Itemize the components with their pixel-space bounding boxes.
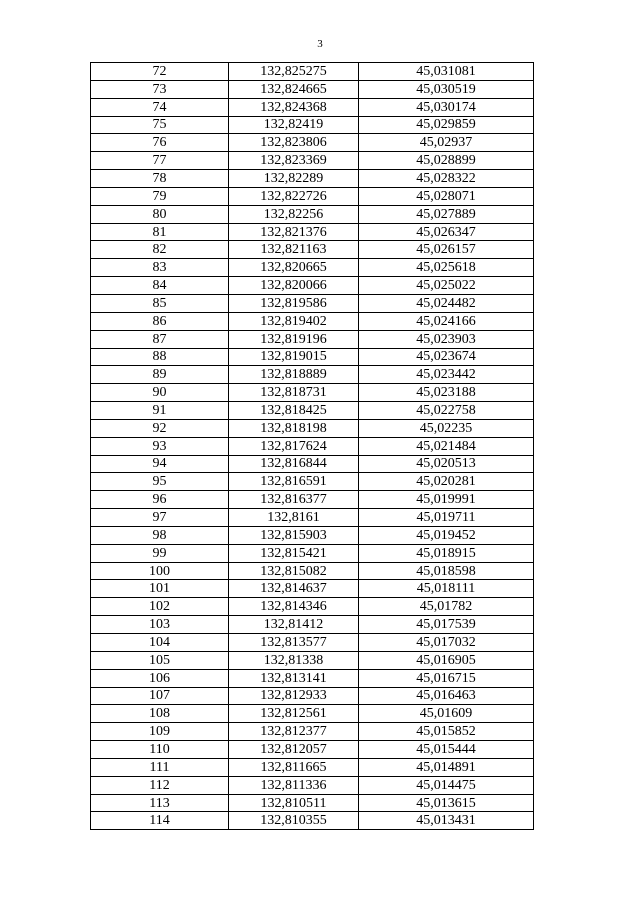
x-coordinate-cell: 132,815903 — [229, 526, 359, 544]
y-coordinate-cell: 45,020281 — [359, 473, 534, 491]
table-row — [91, 170, 534, 188]
y-coordinate-cell: 45,016463 — [359, 687, 534, 705]
point-number-cell: 84 — [91, 277, 229, 295]
point-number-cell: 83 — [91, 259, 229, 277]
table-row — [91, 723, 534, 741]
y-coordinate-cell: 45,028899 — [359, 152, 534, 170]
point-number-cell: 77 — [91, 152, 229, 170]
x-coordinate-cell: 132,811336 — [229, 776, 359, 794]
x-coordinate-cell: 132,82419 — [229, 116, 359, 134]
table-row — [91, 794, 534, 812]
y-coordinate-cell: 45,017539 — [359, 616, 534, 634]
y-coordinate-cell: 45,022758 — [359, 402, 534, 420]
table-row — [91, 598, 534, 616]
y-coordinate-cell: 45,021484 — [359, 437, 534, 455]
y-coordinate-cell: 45,02235 — [359, 419, 534, 437]
point-number-cell: 97 — [91, 509, 229, 527]
y-coordinate-cell: 45,027889 — [359, 205, 534, 223]
table-row — [91, 348, 534, 366]
point-number-cell: 96 — [91, 491, 229, 509]
y-coordinate-cell: 45,025618 — [359, 259, 534, 277]
table-row — [91, 98, 534, 116]
y-coordinate-cell: 45,019991 — [359, 491, 534, 509]
y-coordinate-cell: 45,028071 — [359, 187, 534, 205]
x-coordinate-cell: 132,818425 — [229, 402, 359, 420]
y-coordinate-cell: 45,017032 — [359, 634, 534, 652]
table-row — [91, 116, 534, 134]
point-number-cell: 108 — [91, 705, 229, 723]
x-coordinate-cell: 132,824368 — [229, 98, 359, 116]
point-number-cell: 76 — [91, 134, 229, 152]
point-number-cell: 102 — [91, 598, 229, 616]
x-coordinate-cell: 132,814637 — [229, 580, 359, 598]
point-number-cell: 80 — [91, 205, 229, 223]
point-number-cell: 103 — [91, 616, 229, 634]
y-coordinate-cell: 45,019711 — [359, 509, 534, 527]
point-number-cell: 85 — [91, 294, 229, 312]
table-row — [91, 491, 534, 509]
y-coordinate-cell: 45,01609 — [359, 705, 534, 723]
x-coordinate-cell: 132,812561 — [229, 705, 359, 723]
x-coordinate-cell: 132,819015 — [229, 348, 359, 366]
x-coordinate-cell: 132,818889 — [229, 366, 359, 384]
table-row — [91, 223, 534, 241]
table-row — [91, 277, 534, 295]
point-number-cell: 94 — [91, 455, 229, 473]
table-row — [91, 741, 534, 759]
y-coordinate-cell: 45,016715 — [359, 669, 534, 687]
x-coordinate-cell: 132,813141 — [229, 669, 359, 687]
point-number-cell: 98 — [91, 526, 229, 544]
table-row — [91, 562, 534, 580]
table-row — [91, 705, 534, 723]
table-row — [91, 651, 534, 669]
x-coordinate-cell: 132,812057 — [229, 741, 359, 759]
x-coordinate-cell: 132,821163 — [229, 241, 359, 259]
y-coordinate-cell: 45,014891 — [359, 758, 534, 776]
x-coordinate-cell: 132,816377 — [229, 491, 359, 509]
y-coordinate-cell: 45,013615 — [359, 794, 534, 812]
point-number-cell: 89 — [91, 366, 229, 384]
y-coordinate-cell: 45,024482 — [359, 294, 534, 312]
x-coordinate-cell: 132,822726 — [229, 187, 359, 205]
x-coordinate-cell: 132,823806 — [229, 134, 359, 152]
table-row — [91, 580, 534, 598]
point-number-cell: 73 — [91, 80, 229, 98]
y-coordinate-cell: 45,018598 — [359, 562, 534, 580]
point-number-cell: 72 — [91, 63, 229, 81]
y-coordinate-cell: 45,020513 — [359, 455, 534, 473]
y-coordinate-cell: 45,01782 — [359, 598, 534, 616]
point-number-cell: 82 — [91, 241, 229, 259]
x-coordinate-cell: 132,819586 — [229, 294, 359, 312]
point-number-cell: 114 — [91, 812, 229, 830]
table-row — [91, 312, 534, 330]
y-coordinate-cell: 45,024166 — [359, 312, 534, 330]
y-coordinate-cell: 45,029859 — [359, 116, 534, 134]
point-number-cell: 91 — [91, 402, 229, 420]
point-number-cell: 106 — [91, 669, 229, 687]
table-row — [91, 616, 534, 634]
y-coordinate-cell: 45,023674 — [359, 348, 534, 366]
point-number-cell: 93 — [91, 437, 229, 455]
point-number-cell: 92 — [91, 419, 229, 437]
y-coordinate-cell: 45,028322 — [359, 170, 534, 188]
x-coordinate-cell: 132,82256 — [229, 205, 359, 223]
point-number-cell: 86 — [91, 312, 229, 330]
table-row — [91, 187, 534, 205]
point-number-cell: 101 — [91, 580, 229, 598]
coordinates-table — [90, 62, 534, 830]
table-row — [91, 366, 534, 384]
x-coordinate-cell: 132,810511 — [229, 794, 359, 812]
table-row — [91, 758, 534, 776]
x-coordinate-cell: 132,813577 — [229, 634, 359, 652]
table-row — [91, 526, 534, 544]
table-row — [91, 669, 534, 687]
x-coordinate-cell: 132,814346 — [229, 598, 359, 616]
x-coordinate-cell: 132,823369 — [229, 152, 359, 170]
x-coordinate-cell: 132,81412 — [229, 616, 359, 634]
point-number-cell: 81 — [91, 223, 229, 241]
point-number-cell: 99 — [91, 544, 229, 562]
x-coordinate-cell: 132,821376 — [229, 223, 359, 241]
x-coordinate-cell: 132,818731 — [229, 384, 359, 402]
x-coordinate-cell: 132,81338 — [229, 651, 359, 669]
x-coordinate-cell: 132,819402 — [229, 312, 359, 330]
x-coordinate-cell: 132,817624 — [229, 437, 359, 455]
point-number-cell: 87 — [91, 330, 229, 348]
point-number-cell: 112 — [91, 776, 229, 794]
y-coordinate-cell: 45,030519 — [359, 80, 534, 98]
point-number-cell: 107 — [91, 687, 229, 705]
table-row — [91, 152, 534, 170]
point-number-cell: 109 — [91, 723, 229, 741]
y-coordinate-cell: 45,030174 — [359, 98, 534, 116]
x-coordinate-cell: 132,810355 — [229, 812, 359, 830]
x-coordinate-cell: 132,816591 — [229, 473, 359, 491]
point-number-cell: 75 — [91, 116, 229, 134]
point-number-cell: 111 — [91, 758, 229, 776]
y-coordinate-cell: 45,013431 — [359, 812, 534, 830]
table-row — [91, 687, 534, 705]
table-row — [91, 259, 534, 277]
y-coordinate-cell: 45,015852 — [359, 723, 534, 741]
table-row — [91, 63, 534, 81]
table-row — [91, 402, 534, 420]
table-row — [91, 776, 534, 794]
y-coordinate-cell: 45,015444 — [359, 741, 534, 759]
table-row — [91, 544, 534, 562]
table-row — [91, 330, 534, 348]
x-coordinate-cell: 132,818198 — [229, 419, 359, 437]
y-coordinate-cell: 45,018111 — [359, 580, 534, 598]
point-number-cell: 79 — [91, 187, 229, 205]
y-coordinate-cell: 45,02937 — [359, 134, 534, 152]
table-row — [91, 812, 534, 830]
table-row — [91, 473, 534, 491]
x-coordinate-cell: 132,820665 — [229, 259, 359, 277]
x-coordinate-cell: 132,816844 — [229, 455, 359, 473]
x-coordinate-cell: 132,815421 — [229, 544, 359, 562]
page-number: 3 — [317, 38, 323, 50]
x-coordinate-cell: 132,811665 — [229, 758, 359, 776]
point-number-cell: 88 — [91, 348, 229, 366]
table-row — [91, 384, 534, 402]
point-number-cell: 95 — [91, 473, 229, 491]
y-coordinate-cell: 45,023903 — [359, 330, 534, 348]
point-number-cell: 74 — [91, 98, 229, 116]
table-row — [91, 134, 534, 152]
point-number-cell: 113 — [91, 794, 229, 812]
x-coordinate-cell: 132,82289 — [229, 170, 359, 188]
x-coordinate-cell: 132,812377 — [229, 723, 359, 741]
y-coordinate-cell: 45,019452 — [359, 526, 534, 544]
x-coordinate-cell: 132,812933 — [229, 687, 359, 705]
point-number-cell: 90 — [91, 384, 229, 402]
table-row — [91, 634, 534, 652]
y-coordinate-cell: 45,026157 — [359, 241, 534, 259]
point-number-cell: 104 — [91, 634, 229, 652]
y-coordinate-cell: 45,023442 — [359, 366, 534, 384]
table-row — [91, 455, 534, 473]
table-row — [91, 294, 534, 312]
table-row — [91, 509, 534, 527]
table-row — [91, 437, 534, 455]
x-coordinate-cell: 132,8161 — [229, 509, 359, 527]
y-coordinate-cell: 45,023188 — [359, 384, 534, 402]
y-coordinate-cell: 45,026347 — [359, 223, 534, 241]
point-number-cell: 78 — [91, 170, 229, 188]
table-row — [91, 419, 534, 437]
x-coordinate-cell: 132,815082 — [229, 562, 359, 580]
point-number-cell: 100 — [91, 562, 229, 580]
x-coordinate-cell: 132,825275 — [229, 63, 359, 81]
point-number-cell: 110 — [91, 741, 229, 759]
x-coordinate-cell: 132,819196 — [229, 330, 359, 348]
x-coordinate-cell: 132,824665 — [229, 80, 359, 98]
point-number-cell: 105 — [91, 651, 229, 669]
y-coordinate-cell: 45,016905 — [359, 651, 534, 669]
x-coordinate-cell: 132,820066 — [229, 277, 359, 295]
table-row — [91, 241, 534, 259]
y-coordinate-cell: 45,018915 — [359, 544, 534, 562]
table-row — [91, 80, 534, 98]
y-coordinate-cell: 45,031081 — [359, 63, 534, 81]
y-coordinate-cell: 45,014475 — [359, 776, 534, 794]
coordinates-table-body — [91, 63, 534, 830]
y-coordinate-cell: 45,025022 — [359, 277, 534, 295]
table-row — [91, 205, 534, 223]
